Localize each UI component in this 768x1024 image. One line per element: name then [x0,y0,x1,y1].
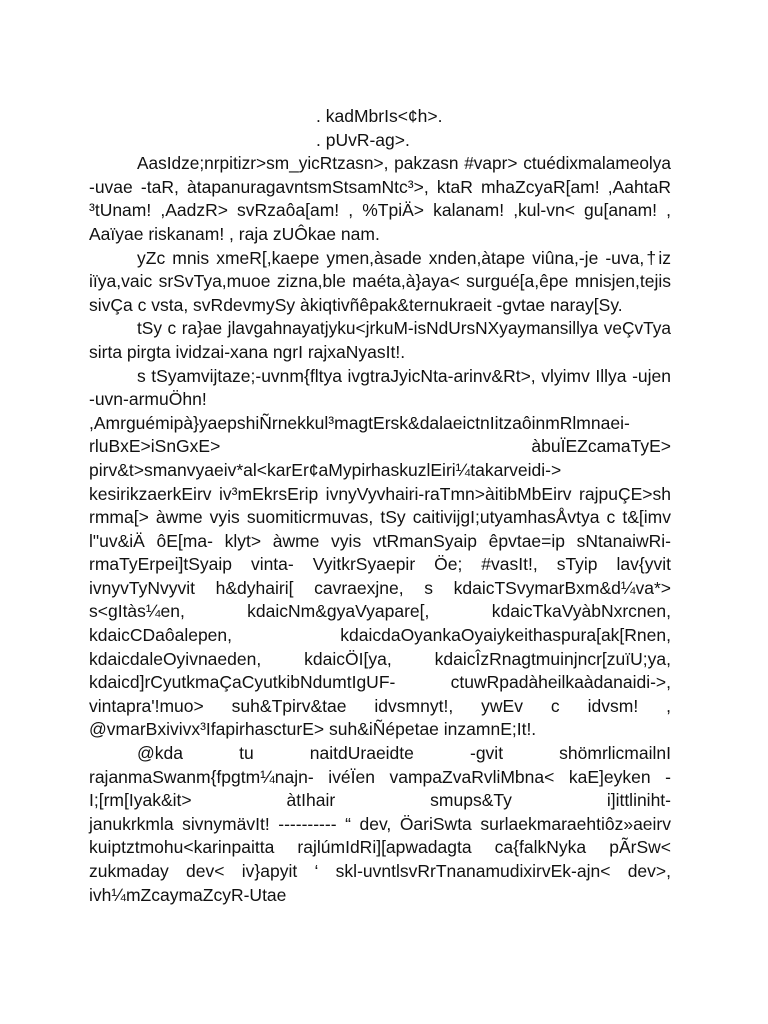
text-line: @vmarBxivivx³IfapirhascturE> suh&iÑépetae inzamnE;It!. [89,719,537,740]
text-line: ,Amrguémipà}yaepshiÑrnekkul³magtErsk&dalaeictnIitzaôinmRlmnaei- [89,412,630,433]
heading-line-1: . kadMbrIs<¢h>. [316,106,443,126]
text-line: iïya,vaic srSvTya,muoe zizna,ble maéta,à}aya< surgué[a,êpe mnisjen,tejis [89,271,671,292]
text-line: tSy c ra}ae jlavgahnayatjyku<jrkuM-isNdUrsNXyaymansillya veÇvTya [137,318,671,339]
text-line: rmma[> àwme vyis suomiticrmuvas, tSy caitivijgI;utyamhasÅvtya c t&[imv [89,507,671,528]
text-line: janukrkmla sivnymävIt! ---------- “ dev, ÖariSwta surlaekmaraehtiôz»aeirv [89,813,671,834]
text-line: yZc mnis xmeR[,kaepe ymen,àsade xnden,àtape viûna,-je -uva,†iz [137,247,671,268]
text-line: zukmaday dev< iv}apyit ‘ skl-uvntlsvRrTnanamudixirvEk-ajn< dev>, [89,861,671,881]
text-line: vintapra'!muo> suh&Tpirv&tae idvsmnyt!, ywEv c idvsm! , [89,695,671,716]
heading-line-2: . pUvR-ag>. [316,129,410,150]
text-line: ³tUnam! ,AadzR> svRzaôa[am! , %TpiÄ> kalanam! ,kul-vn< gu[anam! , [89,200,671,221]
text-line: I;[rm[Iyak&it> àtIhair smups&Ty i]ittliniht- [89,790,671,811]
text-line: -uvae -taR, àtapanuragavntsmStsamNtc³>, ktaR mhaZcyaR[am! ,AahtaR [89,176,671,197]
text-line: kuiptztmohu<karinpaitta rajlúmIdRi][apwadagta ca{falkNyka pÃrSw< [89,837,671,858]
text-line: kdaicCDaôalepen, kdaicdaOyankaOyaiykeithaspura[ak[Rnen, [89,625,671,646]
text-line: sivÇa c vsta, svRdevmySy àkiqtivñêpak&ternukraeit -gvtae naray[Sy. [89,294,623,315]
text-line: rluBxE>iSnGxE> àbuÏEZcamaTyE> [89,436,671,457]
text-line: s<gItàs¼en, kdaicNm&gyaVyapare[, kdaicTkaVyàbNxrcnen, [89,601,671,622]
text-line: s tSyamvijtaze;-uvnm{fltya ivgtraJyicNta-arinv&Rt>, vlyimv Illya -ujen [137,365,671,386]
text-line: sirta pirgta ividzai-xana ngrI rajxaNyasIt!. [89,341,406,362]
text-line: rajanmaSwanm{fpgtm¼najn- ivéÏen vampaZvaRvliMbna< kaE]eyken - [89,766,671,787]
text-line: ivh¼mZcaymaZcyR-Utae [89,884,287,905]
text-line: ivnyvTyNvyvit h&dyhairi[ cavraexjne, s kdaicTSvymarBxm&d¼va*> [89,577,671,598]
document-page [89,105,671,907]
text-line: rmaTyErpei]tSyaip vinta- VyitkrSyaepir Öe; #vasIt!, sTyip lav{yvit [89,554,671,575]
text-line: -uvn-armuÖhn! [89,389,207,410]
paragraph [89,317,671,364]
paragraph [89,742,671,907]
body-text [89,152,671,907]
paragraph [89,365,671,743]
paragraph [89,247,671,318]
text-line: @kda tu naitdUraeidte -gvit shömrlicmailnI [137,743,671,764]
paragraph [89,152,671,246]
text-line: AasIdze;nrpitizr>sm_yicRtzasn>, pakzasn #vapr> ctuédixmalameolya [137,153,671,174]
text-line: kdaicdaleOyivnaeden, kdaicÖI[ya, kdaicÎzRnagtmuinjncr[zuïU;ya, [89,648,671,669]
text-line: kesirikzaerkEirv iv³mEkrsErip ivnyVyvhairi-raTmn>àitibMbEirv rajpuÇE>sh [89,483,671,504]
text-line: kdaicd]rCyutkmaÇaCyutkibNdumtIgUF- ctuwRpadàheilkaàdanaidi->, [89,672,671,693]
text-line: pirv&t>smanvyaeiv*al<karEr¢aMypirhaskuzlEiri¼takarveidi-> [89,459,562,480]
text-line: Aaïyae riskanam! , raja zUÔkae nam. [89,223,380,244]
text-line: l"uv&iÄ ôE[ma- klyt> àwme vyis vtRmanSyaip êpvtae=ip sNtanaiwRi- [89,530,671,551]
